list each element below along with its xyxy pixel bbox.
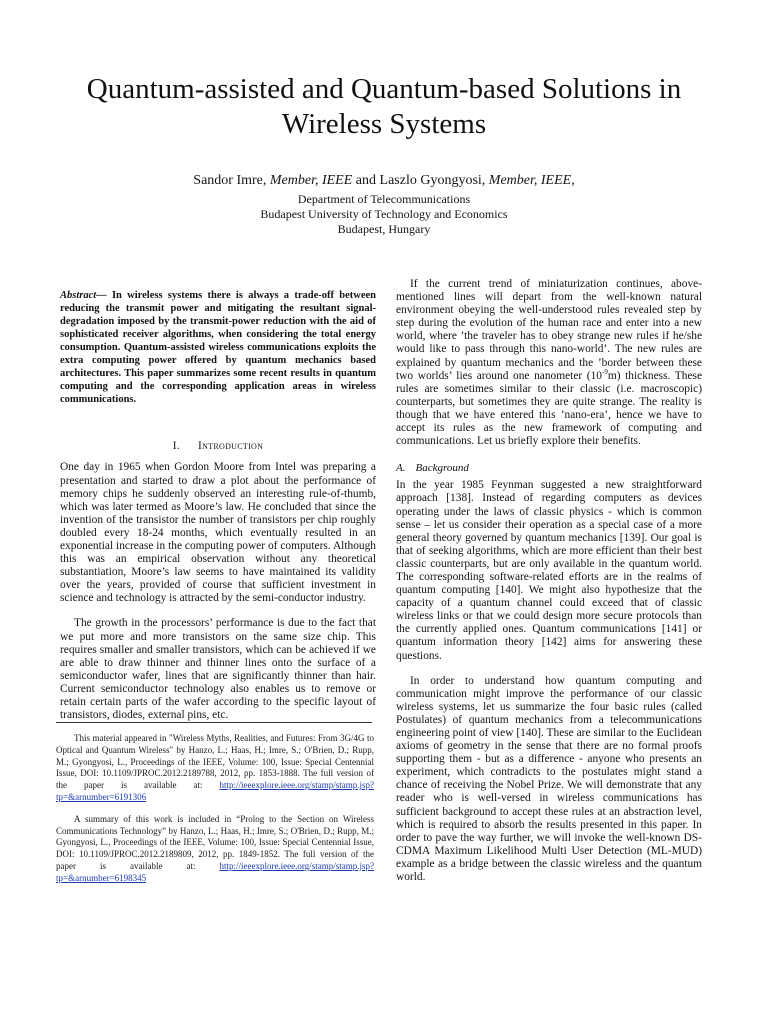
author-line bbox=[40, 172, 728, 190]
footnote-1-text: This material appeared in "Wireless Myths, Realities, and Futures: From 3G/4G to Optical and Quantum Wireless" by Hanzo, L.; Haas, H.; Imre, S.; O'Brien, D.; Rupp, M.; Gyongyosi, L., Proceedings of the IEEE, Volume: 100, Issue: Special Centennial Issue, DOI: 10.1109/JPROC.2012.2189788, 2012, pp. 1853-1888. The full version of the paper is available at: bbox=[56, 733, 374, 791]
right-paragraph-1a: If the current trend of miniaturization continues, above-mentioned lines will depart from the well-known natural environment obeying the well-understood rules revealed step by step during the evolution of the human race and enter into a new world, where ’the traveler has to obey strange new rules if he/she would like to pass through this nano-world’. The new rules are explained by quantum mechanics and the ’border between these two worlds’ lies around one nanometer (10 bbox=[396, 278, 702, 382]
footnote-1-link[interactable]: http://ieeexplore.ieee.org/stamp/stamp.jsp?tp=&arnumber=6191306 bbox=[56, 780, 374, 802]
footnote-divider bbox=[56, 722, 372, 723]
paper-title bbox=[40, 72, 728, 142]
subsection-title: Background bbox=[415, 462, 469, 475]
affiliation bbox=[40, 192, 728, 237]
intro-paragraph-2: The growth in the processors’ performance is due to the fact that we put more and more transistors on the same size chip. This requires smaller and smaller transistors, which can be achieved if we are able to draw thinner and thinner lines onto the surface of a semiconductor wafer, lines that are significantly thinner than hair. Current semiconductor technology also enables us to remove or retain certain parts of the wafer according to the specific layout of transistors, diodes, external pins, etc. bbox=[60, 617, 376, 722]
exponent: -9 bbox=[602, 367, 608, 376]
left-column bbox=[60, 278, 376, 722]
author-2-role: Member, IEEE, bbox=[488, 173, 575, 188]
footnotes bbox=[56, 733, 374, 895]
subsection-heading-background bbox=[396, 462, 702, 475]
footnote-2-link[interactable]: http://ieeexplore.ieee.org/stamp/stamp.jsp?tp=&arnumber=6198345 bbox=[56, 860, 374, 883]
title-line-1: Quantum-assisted and Quantum-based Solutions in bbox=[86, 73, 682, 105]
footnote-2 bbox=[56, 814, 374, 885]
section-heading-introduction bbox=[60, 440, 376, 453]
department: Department of Telecommunications bbox=[297, 192, 471, 206]
background-paragraph-1: In the year 1985 Feynman suggested a new straightforward approach [138]. Instead of regarding computers as devices operating under the laws of classic physics - which is common sense – let us consider their operation as a special case of a more general theory governed by quantum mechanics [139]. Our goal is that of seeking algorithms, which are more efficient than their best classic counterparts, but are only available in the quantum world. The corresponding software-related efforts are in the realms of quantum computing [140]. We might also hypothesize that the capacity of a quantum channel could exceed that of classic wireless links or that we could design more secure protocols than the currently applied ones. Quantum communications [141] or quantum information theory [142] aims for answering these questions. bbox=[396, 479, 702, 662]
author-1: Sandor Imre, bbox=[193, 173, 270, 188]
abstract bbox=[60, 289, 376, 407]
city: Budapest, Hungary bbox=[337, 222, 431, 236]
right-paragraph-1 bbox=[396, 278, 702, 448]
author-1-role: Member, IEEE bbox=[269, 173, 353, 188]
abstract-lead: Abstract— bbox=[60, 289, 107, 301]
background-paragraph-2: In order to understand how quantum computing and communication might improve the performance of our classic wireless systems, let us summarize the four basic rules (called Postulates) of quantum mechanics from a telecommunications engineering point of view [140]. These are similar to the Euclidean axioms of geometry in the sense that there are no formal proofs supporting them - but as a difference - anyone who presents an experiment, which contradicts to the postulates might stand a chance of receiving the Nobel Prize. We will demonstrate that any reader who is well-versed in wireless communications has sufficient background to accept these rules at an abstraction level, which is required to absorb the results presented in this paper. In order to pave the way further, we will invoke the well-known DS-CDMA Maximum Likelihood Multi User Detection (ML-MUD) example as a bridge between the classic wireless and the quantum world. bbox=[396, 674, 702, 884]
footnote-2-text: A summary of this work is included in “Prolog to the Section on Wireless Communications Technology” by Hanzo, L.; Haas, H.; Imre, S.; O'Brien, D.; Rupp, M.; Gyongyosi, L., Proceedings of the IEEE, Volume: 100, Issue: Special Centennial Issue, DOI: 10.1109/JPROC.2012.2189809, 2012, pp. 1849-1852. The full version of the paper is available at: bbox=[56, 813, 374, 871]
university: Budapest University of Technology and Economics bbox=[260, 207, 508, 221]
section-title: Introduction bbox=[198, 440, 264, 453]
intro-paragraph-1: One day in 1965 when Gordon Moore from Intel was preparing a presentation and started to draw a plot about the performance of memory chips he suddenly observed an interesting rule-of-thumb, which was later termed as Moore’s law. He concluded that since the invention of the transistor the number of transistors per chip roughly doubled every 18-24 months, which eventually resulted in an exponential increase in the computing power of computers. Although this was an empirical observation without any theoretical substantiation, Moore’s law seems to have maintained its validity over the years, provided of course that sufficient investment in science and technology is attracted by the semi-conductor industry. bbox=[60, 461, 376, 605]
abstract-text: In wireless systems there is always a trade-off between reducing the transmit power and mitigating the resultant signal-degradation imposed by the transmit-power reduction with the aid of sophisticated receiver algorithms, when considering the total energy consumption. Quantum-assisted wireless communications exploits the extra computing power offered by quantum mechanics based architectures. This paper summarizes some recent results in quantum computing and the corresponding application areas in wireless communications. bbox=[60, 289, 376, 406]
right-column bbox=[396, 278, 702, 884]
subsection-label: A. bbox=[396, 462, 406, 475]
right-paragraph-1b: m) thickness. These rules are sometimes similar to their classic (i.e. macroscopic) counterparts, but sometimes they are quite strange. The reality is though that we have entered this ’nano-era’, hence we have to accept its rules as the new framework of computing and communications. Let us briefly explore their benefits. bbox=[396, 369, 702, 448]
footnote-1 bbox=[56, 733, 374, 804]
title-line-2: Wireless Systems bbox=[281, 108, 487, 140]
author-2: and Laszlo Gyongyosi, bbox=[352, 173, 489, 188]
section-number: I. bbox=[172, 440, 181, 453]
